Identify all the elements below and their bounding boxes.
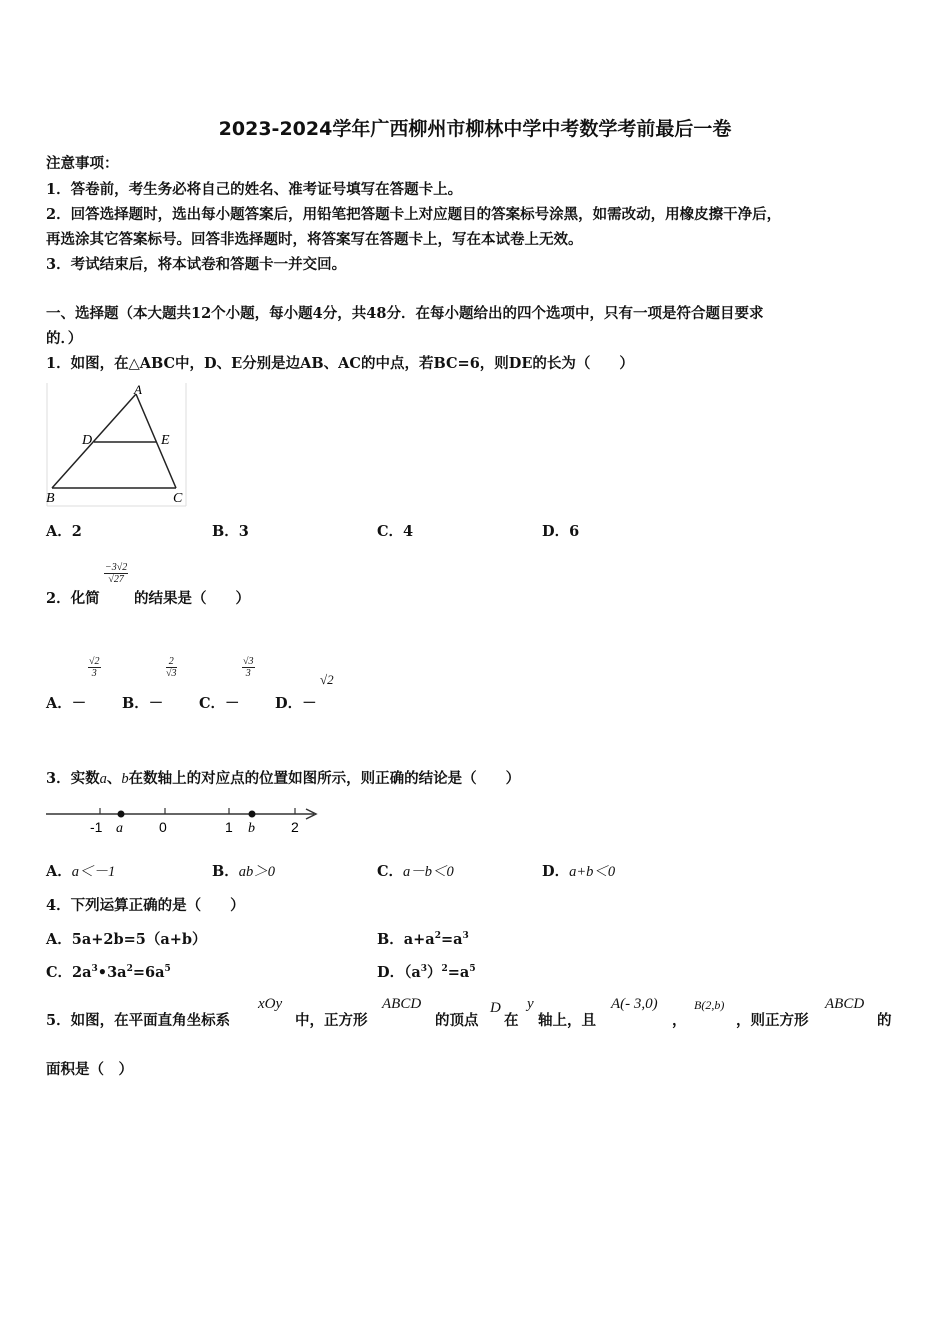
label-c: C (173, 491, 183, 506)
tick-label-a: a (116, 821, 123, 836)
q1-option-c[interactable]: C．4 (377, 523, 414, 540)
q5-p6: ，则正方形 (736, 1012, 809, 1029)
tick-label-b: b (248, 821, 255, 836)
point-b (249, 811, 256, 818)
point-a (118, 811, 125, 818)
q5-p5: 轴上，且 (538, 1012, 596, 1029)
q5-y: y (527, 996, 534, 1012)
q5-comma: ， (672, 1012, 687, 1029)
q5-p4: 在 (504, 1012, 519, 1029)
notice-item-2: 2．回答选择题时，选出每小题答案后，用铅笔把答题卡上对应题目的答案标号涂黑，如需改动，用橡皮擦干净后， (46, 206, 782, 223)
q5-p1: 5．如图，在平面直角坐标系 (46, 1012, 231, 1029)
q2-option-d[interactable]: D．－ (275, 695, 317, 712)
side-ab (52, 394, 136, 488)
q1-triangle-figure (44, 382, 189, 507)
side-ac (136, 394, 176, 488)
label-a: A (134, 382, 142, 397)
q2-expr-numerator: −3√2 (105, 562, 128, 573)
q4-option-b[interactable]: B．$a+a^2=a^3$ (377, 931, 469, 948)
q4-option-d[interactable]: D．$(a^3)^2=a^5$ (377, 964, 476, 981)
q2-expr-denominator: √27 (108, 574, 124, 585)
tick-label-neg1: -1 (90, 819, 103, 835)
q4-option-c[interactable]: C．$2a^3•3a^2=6a^5$ (46, 964, 171, 981)
q2-option-a[interactable]: A．－ (46, 695, 87, 712)
q2-expression (104, 562, 128, 585)
label-d: D (82, 433, 93, 448)
q2-option-d-value: √2 (320, 672, 334, 687)
q5-abcd-2: ABCD (825, 996, 865, 1012)
q1-option-a[interactable]: A．2 (46, 523, 82, 540)
q4-text: 4．下列运算正确的是（ ） (46, 897, 245, 914)
q3-option-b[interactable]: B．ab＞0 (212, 863, 276, 880)
q4-option-a[interactable]: A．5a+2b=5（a+b） (46, 931, 207, 948)
notice-item-3: 3．考试结束后，将本试卷和答题卡一并交回。 (46, 256, 347, 273)
q5-point-a: A(- 3,0) (611, 996, 658, 1012)
q1-option-d[interactable]: D．6 (542, 523, 580, 540)
notice-heading: 注意事项： (46, 155, 119, 172)
q1-text: 1．如图，在△ABC中，D、E分别是边AB、AC的中点，若BC=6，则DE的长为（ ） (46, 355, 634, 372)
q2-suffix: 的结果是（ ） (134, 590, 250, 607)
section-heading: 一、选择题（本大题共12个小题，每小题4分，共48分．在每小题给出的四个选项中，只有一项是符合题目要求 (46, 305, 764, 322)
q5-p3: 的顶点 (435, 1012, 479, 1029)
q5-xoy: xOy (258, 996, 283, 1012)
q5-p7: 的 (877, 1012, 892, 1029)
q5-line2: 面积是（ ） (46, 1061, 133, 1078)
q2-option-c[interactable]: C．－ (199, 695, 240, 712)
q5-p2: 中，正方形 (295, 1012, 368, 1029)
tick-label-1: 1 (225, 819, 233, 835)
q3-text: 3．实数a、b在数轴上的对应点的位置如图所示，则正确的结论是（ ） (46, 770, 521, 787)
section-heading-cont: 的．） (46, 330, 83, 347)
q2-option-b-frac: $\frac{2}{√3}$ (166, 656, 177, 679)
q2-option-a-frac: $\frac{√2}{3}$ (89, 656, 100, 679)
q5-d: D (490, 1000, 501, 1016)
tick-label-2: 2 (291, 819, 299, 835)
q2-option-b[interactable]: B．－ (122, 695, 164, 712)
page-title: 2023-2024学年广西柳州市柳林中学中考数学考前最后一卷 (218, 118, 732, 140)
q2-option-c-frac: $\frac{√3}{3}$ (243, 656, 254, 679)
q2-prefix: 2．化简 (46, 590, 100, 607)
label-e: E (161, 433, 170, 448)
q3-option-c[interactable]: C．a－b＜0 (377, 863, 454, 880)
q5-point-b: B(2,b) (694, 998, 725, 1012)
notice-item-1: 1．答卷前，考生务必将自己的姓名、准考证号填写在答题卡上。 (46, 181, 463, 198)
q3-option-d[interactable]: D．a+b＜0 (542, 863, 616, 880)
tick-label-0: 0 (159, 819, 167, 835)
q1-option-b[interactable]: B．3 (212, 523, 249, 540)
notice-item-2-cont: 再选涂其它答案标号。回答非选择题时，将答案写在答题卡上，写在本试卷上无效。 (46, 231, 583, 248)
q3-number-line (44, 800, 324, 840)
q5-abcd: ABCD (382, 996, 422, 1012)
q3-option-a[interactable]: A．a＜－1 (46, 863, 116, 880)
label-b: B (46, 491, 55, 506)
